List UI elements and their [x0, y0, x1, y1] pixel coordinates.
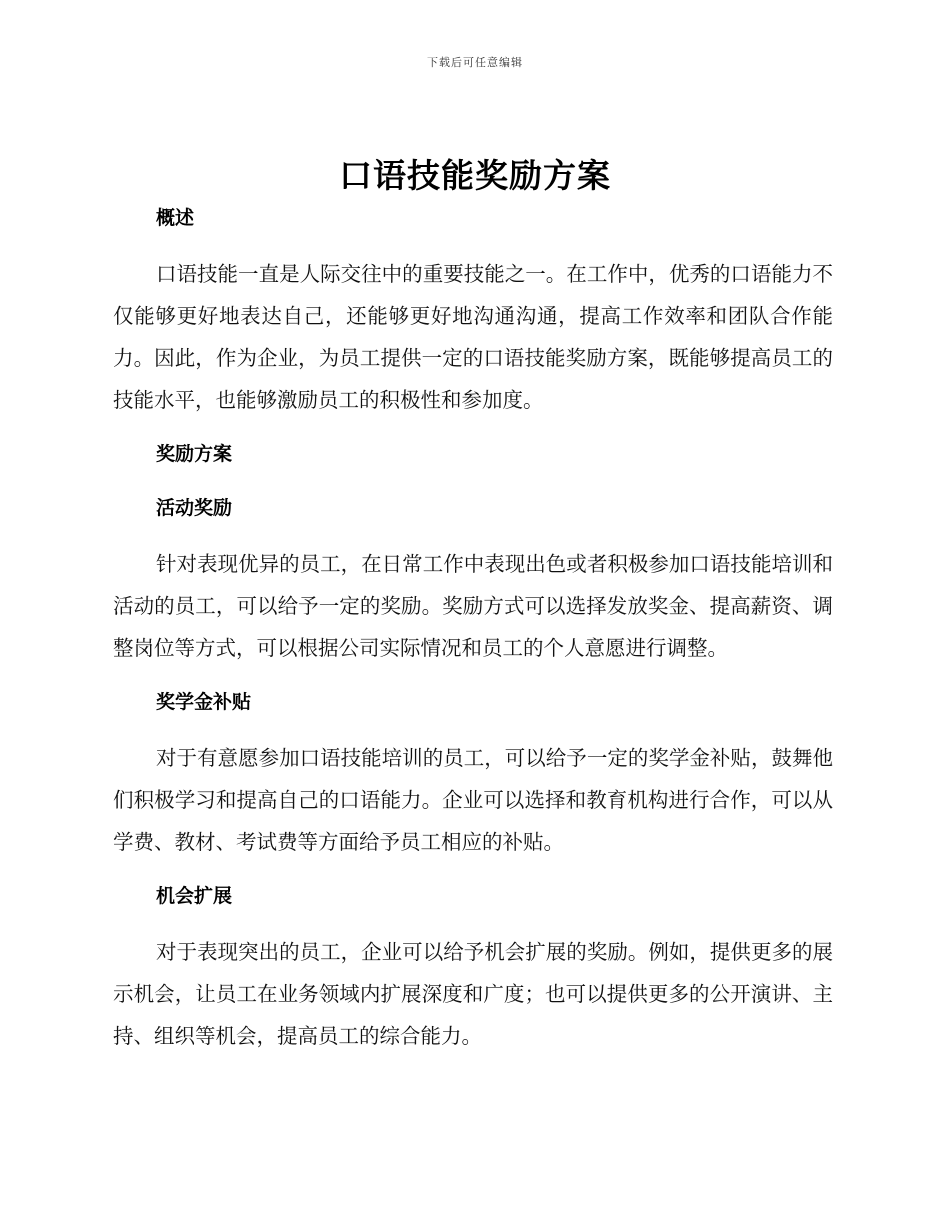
section-heading-activity-reward: 活动奖励 [156, 497, 233, 519]
section-heading-scholarship: 奖学金补贴 [156, 691, 252, 713]
section-paragraph-opportunity: 对于表现突出的员工，企业可以给予机会扩展的奖励。例如，提供更多的展示机会，让员工在业务领域内扩展深度和广度；也可以提供更多的公开演讲、主持、组织等机会，提高员工的综合能力。 [113, 940, 833, 1048]
section-paragraph-overview: 口语技能一直是人际交往中的重要技能之一。在工作中，优秀的口语能力不仅能够更好地表达自己，还能够更好地沟通沟通，提高工作效率和团队合作能力。因此，作为企业，为员工提供一定的口语技能奖励方案，既能够提高员工的技能水平，也能够激励员工的积极性和参加度。 [113, 262, 833, 412]
section-paragraph-scholarship: 对于有意愿参加口语技能培训的员工，可以给予一定的奖学金补贴，鼓舞他们积极学习和提高自己的口语能力。企业可以选择和教育机构进行合作，可以从学费、教材、考试费等方面给予员工相应的补贴。 [113, 746, 833, 854]
page-header: 下载后可任意编辑 [427, 56, 523, 69]
document-title: 口语技能奖励方案 [339, 156, 611, 195]
document-body [113, 203, 833, 1057]
section-heading-opportunity: 机会扩展 [156, 885, 233, 907]
section-heading-overview: 概述 [156, 207, 195, 229]
section-heading-reward-plan: 奖励方案 [156, 443, 233, 465]
section-paragraph-activity-reward: 针对表现优异的员工，在日常工作中表现出色或者积极参加口语技能培训和活动的员工，可以给予一定的奖励。奖励方式可以选择发放奖金、提高薪资、调整岗位等方式，可以根据公司实际情况和员工的个人意愿进行调整。 [113, 552, 833, 660]
